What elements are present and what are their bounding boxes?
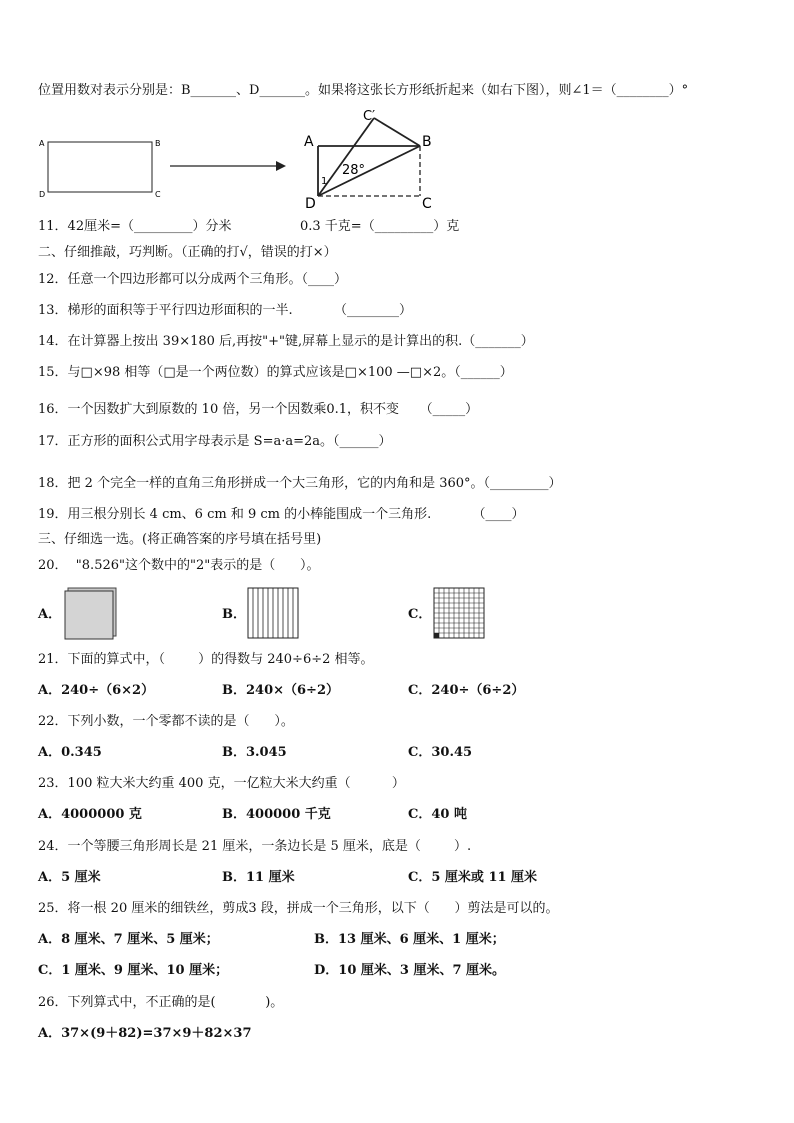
fold-angle-one: 1 (321, 176, 328, 187)
rect-label-d: D (39, 190, 46, 199)
q11-part-b: 0.3 千克=（_________）克 (300, 219, 460, 234)
fold-angle-label: 28° (342, 163, 366, 178)
q23-option-b: B．400000 千克 (222, 807, 331, 822)
section-2-heading: 二、仔细推敲，巧判断。（正确的打√，错误的打×） (38, 245, 337, 260)
question-23-stem: 23．100 粒大米大约重 400 克，一亿粒大米大约重（ ） (38, 776, 405, 791)
q22-option-a: A．0.345 (38, 745, 102, 760)
q26-option-a: A．37×(9＋82)=37×9＋82×37 (38, 1026, 252, 1041)
fold-label-c: C (422, 196, 432, 212)
q20-option-a-square-image (62, 586, 118, 640)
q20-option-c-label: C． (408, 607, 432, 622)
question-18: 18．把 2 个完全一样的直角三角形拼成一个大三角形，它的内角和是 360°。（_________） (38, 476, 562, 491)
q21-option-b: B．240×（6÷2） (222, 683, 340, 698)
question-17: 17．正方形的面积公式用字母表示是 S=a·a=2a。（______） (38, 434, 392, 449)
q25-option-c: C．1 厘米、9 厘米、10 厘米； (38, 963, 229, 978)
q23-option-c: C．40 吨 (408, 807, 467, 822)
question-12: 12．任意一个四边形都可以分成两个三角形。（____） (38, 272, 348, 287)
question-21-stem: 21．下面的算式中，（ ）的得数与 240÷6÷2 相等。 (38, 652, 374, 667)
question-16: 16．一个因数扩大到原数的 10 倍，另一个因数乘0.1，积不变 （_____） (38, 402, 479, 417)
question-19: 19．用三根分别长 4 cm、6 cm 和 9 cm 的小棒能围成一个三角形. （____） (38, 507, 525, 522)
arrow-right-icon (168, 158, 288, 174)
q21-option-a: A．240÷（6×2） (38, 683, 155, 698)
q24-option-c: C．5 厘米或 11 厘米 (408, 870, 538, 885)
grid-shaded-cell (434, 633, 439, 638)
rect-label-c: C (155, 190, 161, 199)
fold-label-c-prime: C′ (363, 109, 376, 124)
q25-option-b: B．13 厘米、6 厘米、1 厘米； (314, 932, 505, 947)
q20-option-b-strips-image (246, 586, 302, 640)
question-24-stem: 24．一个等腰三角形周长是 21 厘米，一条边长是 5 厘米，底是（ ）. (38, 839, 472, 854)
question-20-stem: 20． "8.526"这个数中的"2"表示的是（ ）。 (38, 558, 320, 573)
question-25-stem: 25．将一根 20 厘米的细铁丝，剪成3 段，拼成一个三角形，以下（ ）剪法是可以的。 (38, 901, 559, 916)
question-22-stem: 22．下列小数，一个零都不读的是（ ）。 (38, 714, 294, 729)
folded-rectangle-figure (300, 104, 440, 214)
q22-option-c: C．30.45 (408, 745, 473, 760)
question-13: 13．梯形的面积等于平行四边形面积的一半. （________） (38, 303, 412, 318)
rect-label-a: A (39, 139, 45, 148)
intro-line: 位置用数对表示分别是：B_______、D_______。如果将这张长方形纸折起来（如右下图），则∠1＝（________）° (38, 83, 689, 98)
q24-option-b: B．11 厘米 (222, 870, 295, 885)
q20-option-c-grid-image (432, 586, 488, 640)
q25-option-a: A．8 厘米、7 厘米、5 厘米； (38, 932, 219, 947)
fold-label-b: B (422, 134, 432, 150)
question-14: 14．在计算器上按出 39×180 后,再按"+"键,屏幕上显示的是计算出的积.（_______） (38, 334, 534, 349)
question-15: 15．与□×98 相等（□是一个两位数）的算式应该是□×100 —□×2。（______） (38, 365, 513, 380)
fold-label-a: A (304, 134, 314, 150)
q11-part-a: 11．42厘米=（_________）分米 (38, 219, 232, 234)
rectangle-figure (36, 134, 166, 200)
q20-option-a-label: A． (38, 607, 62, 622)
section-3-heading: 三、仔细选一选。(将正确答案的序号填在括号里) (38, 532, 322, 547)
q25-option-d: D．10 厘米、3 厘米、7 厘米。 (314, 963, 506, 978)
fold-label-d: D (305, 196, 316, 212)
q22-option-b: B．3.045 (222, 745, 287, 760)
q23-option-a: A．4000000 克 (38, 807, 142, 822)
question-26-stem: 26．下列算式中，不正确的是( )。 (38, 995, 284, 1010)
q24-option-a: A．5 厘米 (38, 870, 101, 885)
rect-label-b: B (155, 139, 161, 148)
q20-option-b-label: B． (222, 607, 246, 622)
q21-option-c: C．240÷（6÷2） (408, 683, 525, 698)
